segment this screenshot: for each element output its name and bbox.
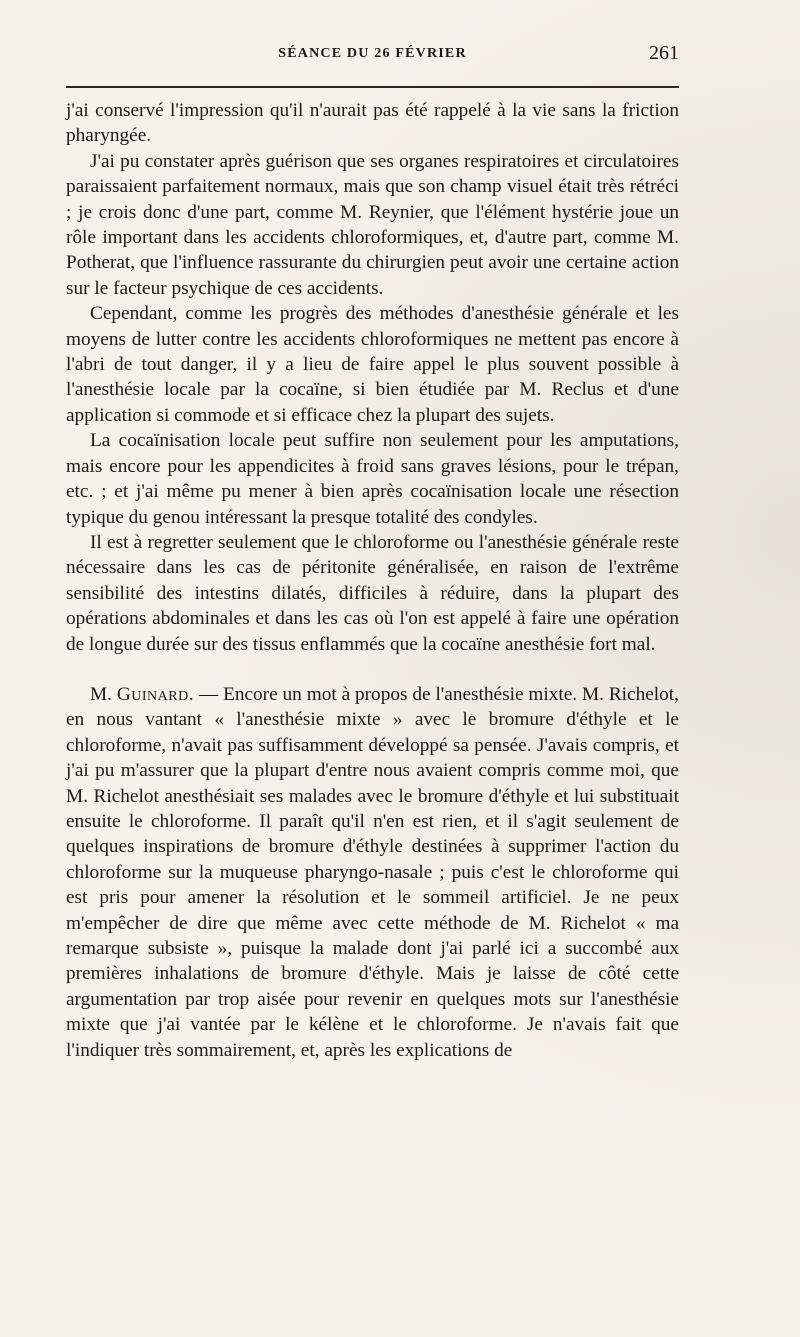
paragraph: La cocaïnisation locale peut suffire non seulement pour les amputations, mais encore pour les appendicites à froid sans graves lésions, pour le trépan, etc. ; et j'ai même pu mener à bien après cocaïnisation locale une résection typique du genou intéressant la presque totalité des condyles. xyxy=(66,430,679,528)
paragraph: Cependant, comme les progrès des méthodes d'anesthésie générale et les moyens de lutter contre les accidents chloroformiques ne mettent pas encore à l'abri de tout danger, il y a lieu de faire appel le plus souvent possible à l'anesthésie locale par la cocaïne, si bien étudiée par M. Reclus et d'une application si commode et si efficace chez la plupart des sujets. xyxy=(66,303,679,426)
paragraph: j'ai conservé l'impression qu'il n'aurait pas été rappelé à la vie sans la friction pharyngée. xyxy=(66,100,679,147)
body-text xyxy=(66,98,679,1063)
header-rule xyxy=(66,86,679,88)
paragraph: J'ai pu constater après guérison que ses organes respiratoires et circulatoires paraissaient parfaitement normaux, mais que son champ visuel était très rétréci ; je crois donc d'une part, comme M. Reynier, que l'élément hystérie joue un rôle important dans les accidents chloroformiques, et, d'autre part, comme M. Potherat, que l'influence rassurante du chirurgien peut avoir une certaine action sur le facteur psychique de ces accidents. xyxy=(66,150,679,299)
speaker-text: — Encore un mot à propos de l'anesthésie mixte. M. Richelot, en nous vantant « l'anesthésie mixte » avec le bromure d'éthyle et le chloroforme, n'avait pas suffisamment développé sa pensée. J'avais compris, et j'ai pu m'assurer que la plupart d'entre nous avaient compris comme moi, que M. Richelot anesthésiait ses malades avec le bromure d'éthyle et lui substituait ensuite le chloroforme. Il paraît qu'il n'en est rien, et il s'agit seulement de quelques inspirations de bromure d'éthyle destinées à supprimer l'action du chloroforme sur la muqueuse pharyngo-nasale ; puis c'est le chloroforme qui est pris pour amener la résolution et le sommeil artificiel. Je ne peux m'empêcher de dire que même avec cette méthode de M. Richelot « ma remarque subsiste », puisque la malade dont j'ai parlé ici a succombé aux premières inhalations de bromure d'éthyle. Mais je laisse de côté cette argumentation par trop aisée pour revenir en quelques mots sur l'anesthésie mixte que j'ai vantée par le kélène et le chloroforme. Je n'avais fait que l'indiquer très sommairement, et, après les explications de xyxy=(66,683,679,1061)
paragraph: Il est à regretter seulement que le chloroforme ou l'anesthésie générale reste nécessaire dans les cas de péritonite généralisée, en raison de l'extrême sensibilité des intestins dilatés, difficiles à réduire, dans la plupart des opérations abdominales et dans les cas où l'on est appelé à faire une opération de longue durée sur des tissus enflammés que la cocaïne anesthésie fort mal. xyxy=(66,531,679,655)
page-header xyxy=(66,38,679,68)
speaker-paragraph xyxy=(66,682,679,1063)
page-number: 261 xyxy=(649,42,679,64)
speaker-prefix: M. xyxy=(90,683,117,705)
speaker-name: Guinard. xyxy=(116,683,195,705)
running-head: SÉANCE DU 26 FÉVRIER xyxy=(278,46,467,61)
